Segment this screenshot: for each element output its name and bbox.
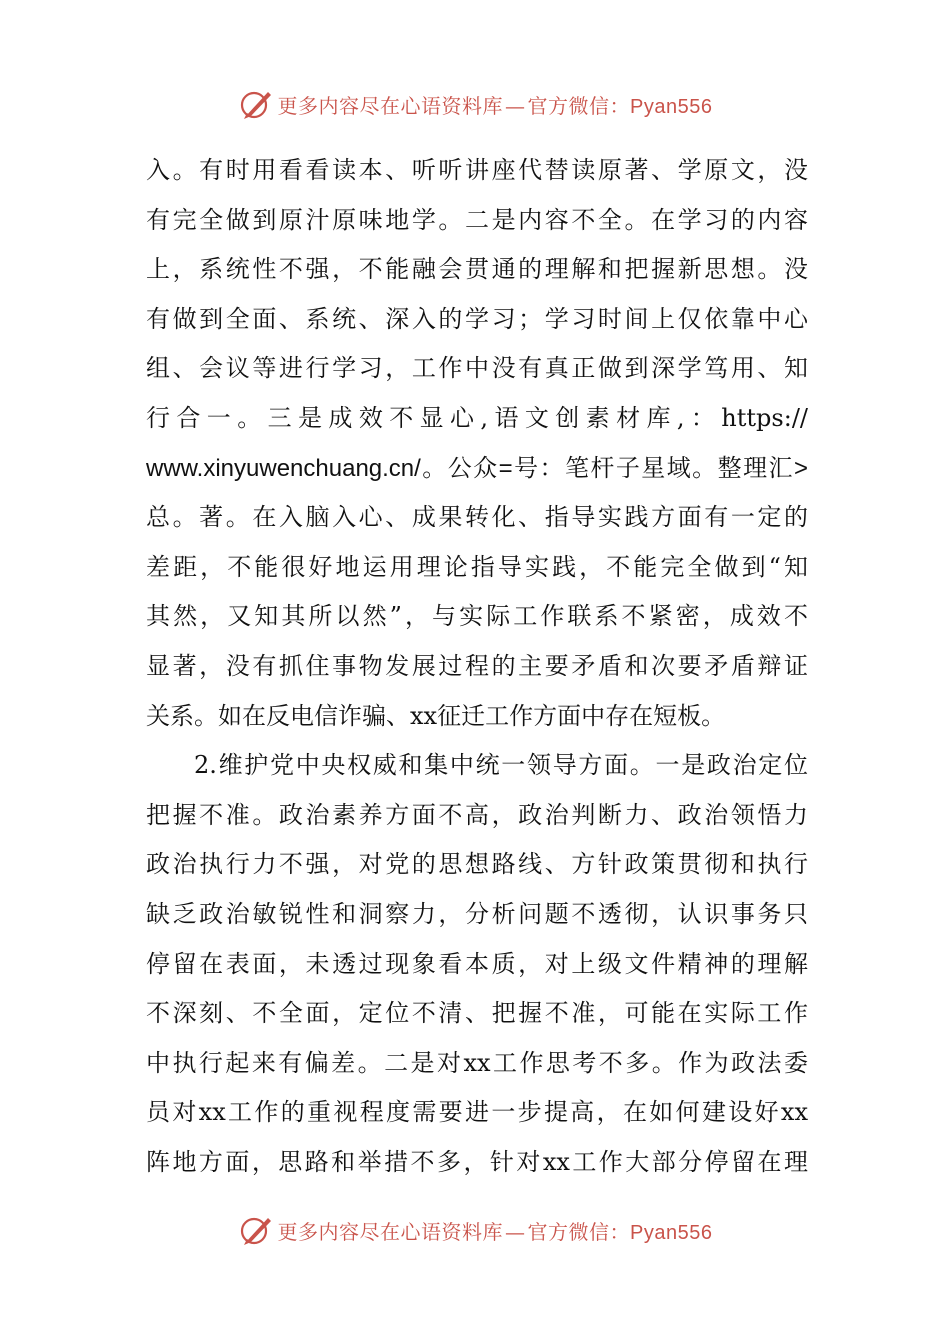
header-banner	[0, 84, 950, 124]
body-line: 关系。如在反电信诈骗、xx征迁工作方面中存在短板。	[146, 701, 726, 730]
banner-cn: 更多内容尽在心语资料库	[277, 1219, 504, 1244]
body-line: 总。著。在入脑入心、成果转化、指导实践方面有一定的	[146, 503, 808, 532]
banner-cn: 更多内容尽在心语资料库	[277, 93, 504, 118]
body-line: 停留在表面，未透过现象看本质，对上级文件精神的理解	[146, 949, 808, 978]
banner-text	[278, 1216, 713, 1245]
banner-wechat: Pyan556	[630, 95, 713, 118]
document-body	[146, 146, 808, 1187]
body-line: 有完全做到原汁原味地学。二是内容不全。在学习的内容	[146, 205, 808, 234]
body-line: 组、会议等进行学习，工作中没有真正做到深学笃用、知	[146, 354, 808, 383]
body-line: 上，系统性不强，不能融会贯通的理解和把握新思想。没	[146, 255, 808, 284]
body-line: 把握不准。政治素养方面不高，政治判断力、政治领悟力	[146, 800, 808, 829]
banner-label: 官方微信：	[527, 93, 631, 118]
body-line: 差距，不能很好地运用理论指导实践，不能完全做到“知	[146, 552, 808, 581]
banner-sep: —	[505, 93, 526, 118]
quill-logo-icon	[238, 86, 274, 122]
banner-wechat: Pyan556	[630, 1221, 713, 1244]
body-line: 2.维护党中央权威和集中统一领导方面。一是政治定位	[194, 751, 808, 780]
body-line: www.xinyuwenchuang.cn/。公众=号：笔杆子星域。整理汇>	[146, 454, 808, 482]
body-line: 不深刻、不全面，定位不清、把握不准，可能在实际工作	[146, 999, 808, 1028]
body-line: 显著，没有抓住事物发展过程的主要矛盾和次要矛盾辩证	[146, 651, 808, 680]
body-line: 中执行起来有偏差。二是对xx工作思考不多。作为政法委	[146, 1048, 808, 1077]
quill-logo-icon	[238, 1212, 274, 1248]
body-line: 行合一。三是成效不显心,语文创素材库,：https://	[146, 403, 808, 432]
banner-sep: —	[505, 1219, 526, 1244]
banner-label: 官方微信：	[527, 1219, 631, 1244]
footer-banner	[0, 1210, 950, 1250]
body-line: 员对xx工作的重视程度需要进一步提高，在如何建设好xx	[146, 1098, 808, 1127]
body-line: 政治执行力不强，对党的思想路线、方针政策贯彻和执行	[146, 850, 808, 879]
body-line: 缺乏政治敏锐性和洞察力，分析问题不透彻，认识事务只	[146, 899, 808, 928]
banner-text	[278, 90, 713, 119]
body-line: 有做到全面、系统、深入的学习；学习时间上仅依靠中心	[146, 304, 808, 333]
body-line: 其然，又知其所以然”，与实际工作联系不紧密，成效不	[146, 602, 808, 631]
body-line: 入。有时用看看读本、听听讲座代替读原著、学原文，没	[146, 156, 808, 184]
body-line: 阵地方面，思路和举措不多，针对xx工作大部分停留在理	[146, 1147, 808, 1176]
